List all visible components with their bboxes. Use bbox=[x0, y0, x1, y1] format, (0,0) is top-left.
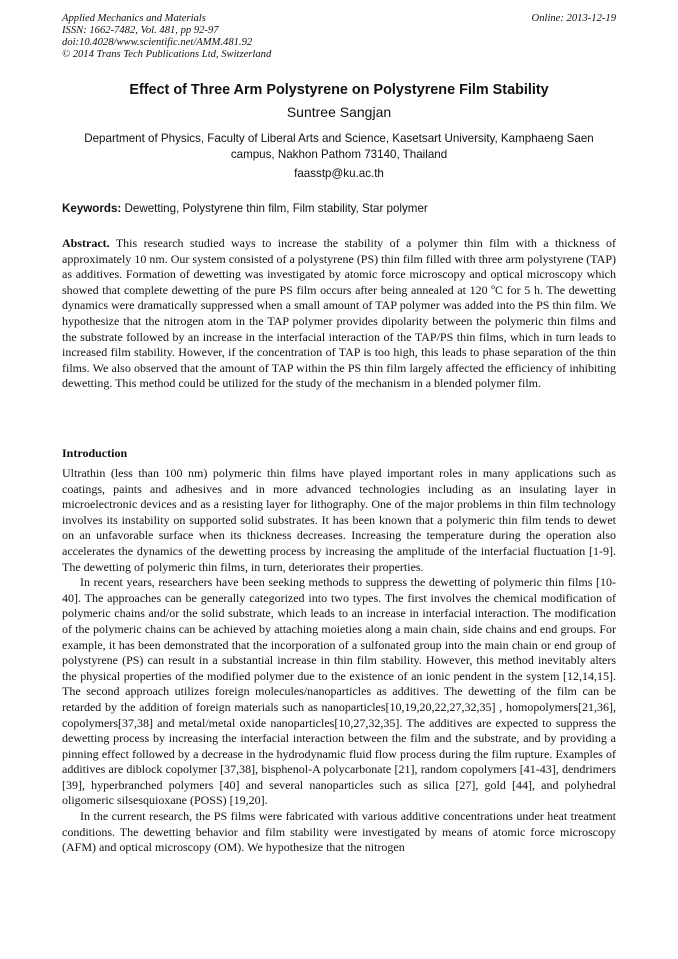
author-name: Suntree Sangjan bbox=[286, 104, 392, 120]
intro-paragraph-1: Ultrathin (less than 100 nm) polymeric thin films have played important roles in many applications such as coatings, paints and adhesives and in more advanced technologies including as an insulating layer in microelectronic devices and as a resisting layer for lithography. One of the major problems in thin film technology involves its instability on supported solid substrates. It has been known that a polymeric thin film tends to dewet on an unfavorable surface when its thickness decreases. Increasing the temperature during the operation also accelerates the dynamics of the dewetting process by increasing the amplitude of the interfacial fluctuation [1-9]. The dewetting of polymeric thin films, in turn, deteriorates their properties. bbox=[62, 466, 616, 574]
abstract-text: This research studied ways to increase the stability of a polymer thin film with a thickness of approximately 10 nm. Our system consisted of a polystyrene (PS) thin film filled with three arm polystyrene (TAP) as additives. Formation of dewetting was investigated by atomic force microscopy and optical microscopy which showed that complete dewetting of the pure PS film occurs after being annealed at 120 ºC for 5 h. The dewetting dynamics were dramatically suppressed when a small amount of TAP polymer was added into the PS thin film. We hypothesize that the nitrogen atom in the TAP polymer provides dipolarity between the polymeric thin films and the substrate followed by an increase in the interfacial interaction of the TAP/PS thin films, which in turn leads to increased film stability. However, if the concentration of TAP is too high, this leads to phase separation of the thin films. We also observed that the amount of TAP within the PS thin film largely affected the efficiency of inhibiting dewetting. This method could be utilized for the study of the mechanism in a blended polymer film. bbox=[62, 236, 616, 391]
keywords bbox=[62, 201, 616, 217]
abstract-label: Abstract. bbox=[62, 236, 110, 250]
affiliation: Department of Physics, Faculty of Liberal Arts and Science, Kasetsart University, Kamphaeng Saen campus, Nakhon Pathom 73140, Thailand bbox=[84, 132, 594, 161]
section-heading-introduction: Introduction bbox=[62, 446, 128, 460]
online-date: Online: 2013-12-19 bbox=[531, 13, 616, 24]
doi-line[interactable]: doi:10.4028/www.scientific.net/AMM.481.92 bbox=[62, 37, 253, 48]
journal-header bbox=[62, 13, 616, 61]
issn-line: ISSN: 1662-7482, Vol. 481, pp 92-97 bbox=[62, 25, 219, 36]
intro-paragraph-3: In the current research, the PS films were fabricated with various additive concentrations under heat treatment conditions. The dewetting behavior and film stability were investigated by means of atomic force microscopy (AFM) and optical microscopy (OM). We hypothesize that the nitrogen bbox=[62, 809, 616, 855]
keywords-text: Dewetting, Polystyrene thin film, Film stability, Star polymer bbox=[124, 202, 428, 215]
intro-paragraph-2: In recent years, researchers have been seeking methods to suppress the dewetting of polymeric thin films [10-40]. The approaches can be generally categorized into two types. The first involves the chemical modification of polymeric chains and/or the solid substrate, which leads to an increase in interfacial interaction. The modification of the polymeric chains can be achieved by attaching moieties along a main chain, side chains and end groups. For example, it has been demonstrated that the incorporation of a sulfonated group into the main chain or end group of polystyrene (PS) can result in a substantial increase in thin film stability. However, this method inevitably alters the physical properties of the modified polymer due to the existence of an ionic pendent in the system [12,14,15]. The second approach utilizes foreign molecules/nanoparticles as additives. The dewetting of the film can be retarded by the addition of foreign materials such as nanoparticles[10,19,20,22,27,32,35] , homopolymers[21,36], copolymers[37,38] and metal/metal oxide nanoparticles[10,27,32,35]. The additives are expected to suppress the dewetting process by increasing the interfacial interaction between the film and the substrate, and by providing a pinning effect followed by a decrease in the hydrodynamic fluid flow process during the film rupture. Examples of additives are diblock copolymer [37,38], bisphenol-A polycarbonate [21], random copolymers [41-43], dendrimers [39], hyperbranched polymers [40] and several nanoparticles such as silica [27], gold [44], and polyhedral oligomeric silsesquioxane (POSS) [19,20]. bbox=[62, 575, 616, 808]
abstract bbox=[62, 236, 616, 392]
journal-name: Applied Mechanics and Materials bbox=[62, 13, 206, 24]
copyright-line: © 2014 Trans Tech Publications Ltd, Switzerland bbox=[62, 49, 272, 60]
keywords-label: Keywords: bbox=[62, 202, 122, 215]
introduction-body bbox=[62, 466, 616, 856]
paper-title: Effect of Three Arm Polystyrene on Polystyrene Film Stability bbox=[129, 82, 549, 98]
author-email[interactable]: faasstp@ku.ac.th bbox=[294, 167, 384, 180]
